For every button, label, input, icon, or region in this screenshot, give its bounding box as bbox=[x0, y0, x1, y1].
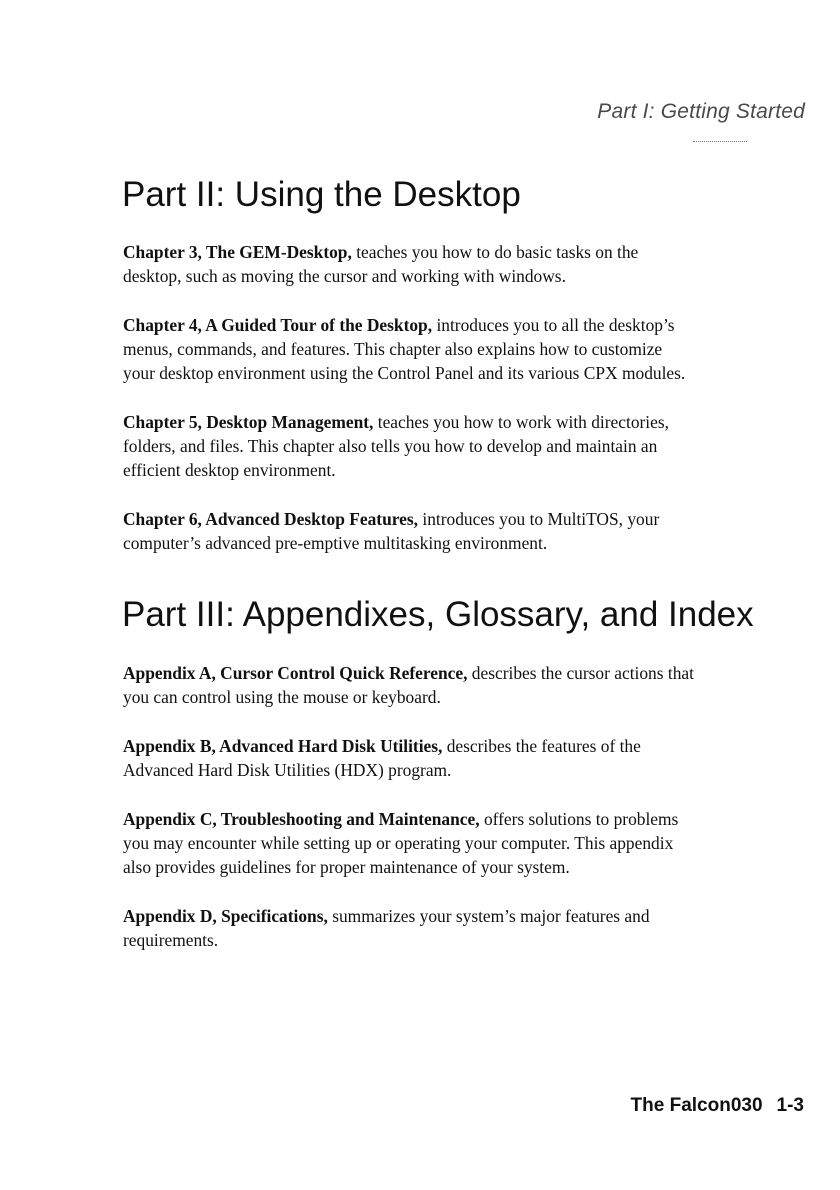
entry-line: computer’s advanced pre-emptive multitasking environment. bbox=[123, 533, 548, 553]
chapter-4-entry bbox=[123, 313, 813, 385]
entry-line: introduces you to all the desktop’s bbox=[436, 315, 675, 335]
entry-line: folders, and files. This chapter also tells you how to develop and maintain an bbox=[123, 436, 658, 456]
entry-line: teaches you how to do basic tasks on the bbox=[356, 242, 639, 262]
appendix-d-entry bbox=[123, 904, 813, 952]
entry-title: Chapter 3, The GEM-Desktop, bbox=[123, 242, 352, 262]
page-footer bbox=[631, 1095, 804, 1117]
part2-section bbox=[123, 240, 813, 580]
entry-line: summarizes your system’s major features and bbox=[332, 906, 650, 926]
entry-line: offers solutions to problems bbox=[483, 809, 679, 829]
part-heading: Part III: Appendixes, Glossary, and Index bbox=[122, 595, 754, 634]
appendix-b-entry bbox=[123, 734, 813, 782]
entry-line: you can control using the mouse or keyboard. bbox=[123, 687, 441, 707]
entry-line: describes the features of the bbox=[446, 736, 641, 756]
entry-title: Appendix C, Troubleshooting and Maintenance, bbox=[123, 809, 480, 829]
entry-line: also provides guidelines for proper maintenance of your system. bbox=[123, 857, 570, 877]
part3-section bbox=[123, 661, 813, 977]
entry-title: Chapter 6, Advanced Desktop Features, bbox=[123, 509, 419, 529]
entry-line: your desktop environment using the Control Panel and its various CPX modules. bbox=[123, 363, 686, 383]
chapter-6-entry bbox=[123, 507, 813, 555]
entry-line: describes the cursor actions that bbox=[471, 663, 694, 683]
part-heading: Part II: Using the Desktop bbox=[122, 175, 521, 214]
entry-line: you may encounter while setting up or operating your computer. This appendix bbox=[123, 833, 674, 853]
chapter-5-entry bbox=[123, 410, 813, 482]
chapter-3-entry bbox=[123, 240, 813, 288]
entry-line: teaches you how to work with directories, bbox=[377, 412, 669, 432]
entry-line: efficient desktop environment. bbox=[123, 460, 336, 480]
header-dotted-rule bbox=[693, 141, 747, 142]
entry-line: Advanced Hard Disk Utilities (HDX) program. bbox=[123, 760, 452, 780]
running-header: Part I: Getting Started bbox=[597, 100, 805, 123]
entry-title: Appendix D, Specifications, bbox=[123, 906, 328, 926]
footer-title: The Falcon030 bbox=[630, 1095, 763, 1116]
entry-title: Appendix A, Cursor Control Quick Reference, bbox=[123, 663, 468, 683]
appendix-a-entry bbox=[123, 661, 813, 709]
entry-line: requirements. bbox=[123, 930, 219, 950]
entry-title: Appendix B, Advanced Hard Disk Utilities, bbox=[123, 736, 443, 756]
entry-line: introduces you to MultiTOS, your bbox=[422, 509, 660, 529]
entry-line: menus, commands, and features. This chapter also explains how to customize bbox=[123, 339, 663, 359]
appendix-c-entry bbox=[123, 807, 813, 879]
entry-line: desktop, such as moving the cursor and working with windows. bbox=[123, 266, 566, 286]
page-number: 1-3 bbox=[776, 1095, 804, 1116]
entry-title: Chapter 5, Desktop Management, bbox=[123, 412, 374, 432]
entry-title: Chapter 4, A Guided Tour of the Desktop, bbox=[123, 315, 433, 335]
